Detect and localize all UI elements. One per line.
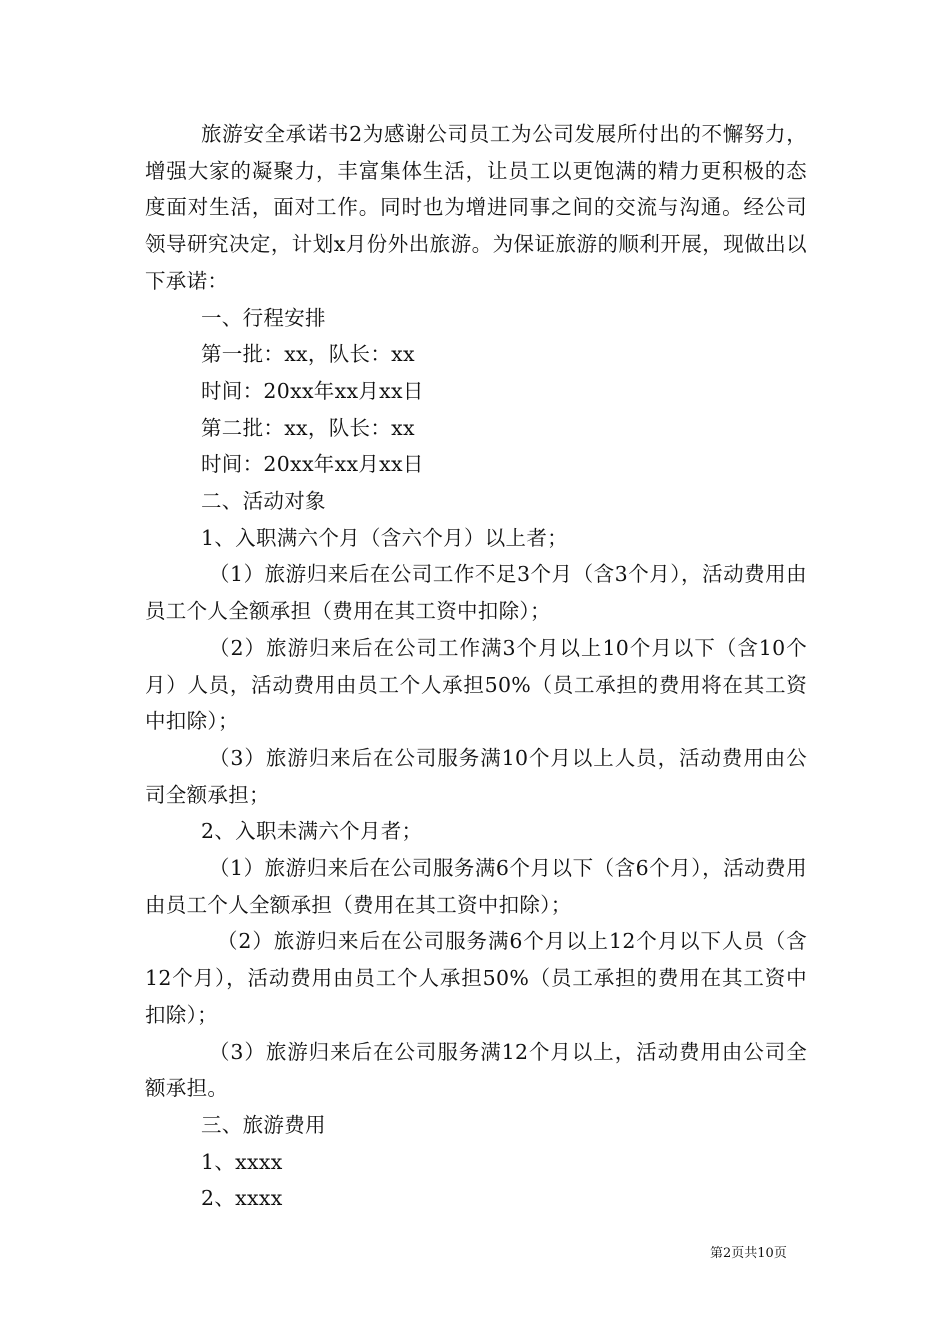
section-heading-expenses: 三、旅游费用: [201, 1112, 326, 1137]
paragraph-group-2: 2、入职未满六个月者；: [201, 819, 423, 844]
paragraph-expense-1: 1、xxxx: [201, 1149, 283, 1174]
paragraph-batch-2: 第二批：xx，队长：xx: [201, 415, 415, 440]
section-heading-itinerary: 一、行程安排: [201, 305, 326, 330]
paragraph-group-2-rule-2: （2）旅游归来后在公司服务满6个月以上12个月以下人员（含12个月），活动费用由员工个人承担50%（员工承担的费用在其工资中扣除）；: [145, 929, 807, 1027]
paragraph-group-1-rule-3: （3）旅游归来后在公司服务满10个月以上人员，活动费用由公司全额承担；: [145, 745, 807, 807]
paragraph-group-1-rule-2: （2）旅游归来后在公司工作满3个月以上10个月以下（含10个月）人员，活动费用由员工个人承担50%（员工承担的费用将在其工资中扣除）；: [145, 635, 807, 734]
paragraph-batch-1-time: 时间：20xx年xx月xx日: [201, 378, 424, 403]
page-number: 第2页共10页: [710, 1246, 787, 1261]
paragraph-group-2-rule-3: （3）旅游归来后在公司服务满12个月以上，活动费用由公司全额承担。: [145, 1039, 807, 1101]
document-body: [145, 116, 807, 1217]
paragraph-group-1-rule-1: （1）旅游归来后在公司工作不足3个月（含3个月），活动费用由员工个人全额承担（费用在其工资中扣除）；: [145, 562, 807, 624]
paragraph-intro: 旅游安全承诺书2为感谢公司员工为公司发展所付出的不懈努力，增强大家的凝聚力，丰富集体生活，让员工以更饱满的精力更积极的态度面对生活，面对工作。同时也为增进同事之间的交流与沟通。经公司领导研究决定，计划x月份外出旅游。为保证旅游的顺利开展，现做出以下承诺：: [145, 122, 807, 293]
paragraph-expense-2: 2、xxxx: [201, 1186, 283, 1211]
paragraph-group-2-rule-1: （1）旅游归来后在公司服务满6个月以下（含6个月），活动费用由员工个人全额承担（费用在其工资中扣除）；: [145, 856, 807, 917]
section-heading-participants: 二、活动对象: [201, 489, 326, 514]
paragraph-group-1: 1、入职满六个月（含六个月）以上者；: [201, 525, 568, 550]
paragraph-batch-1: 第一批：xx，队长：xx: [201, 342, 415, 367]
paragraph-batch-2-time: 时间：20xx年xx月xx日: [201, 452, 424, 477]
